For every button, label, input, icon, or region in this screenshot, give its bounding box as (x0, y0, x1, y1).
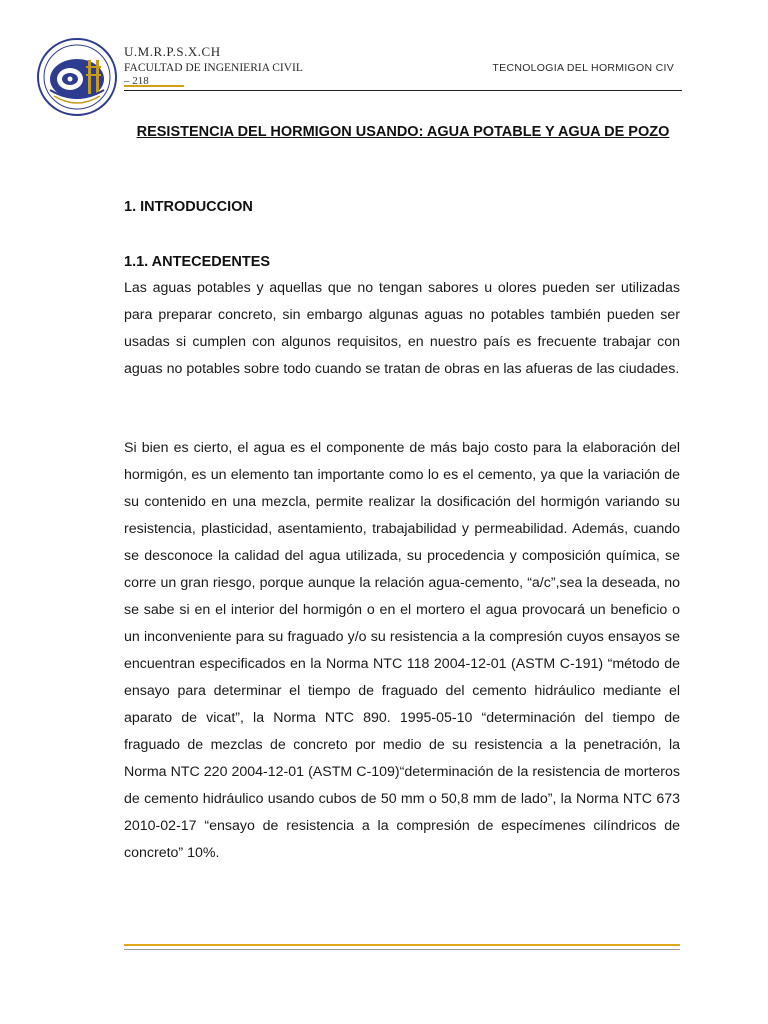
paragraph-1: Las aguas potables y aquellas que no tengan sabores u olores pueden ser utilizadas para preparar concreto, sin embargo algunas aguas no potables también pueden ser usadas si cumplen con algunos requisitos, en nuestro país es frecuente trabajar con aguas no potables sobre todo cuando se tratan de obras en las afueras de las ciudades. (124, 280, 680, 377)
university-logo-icon (36, 36, 118, 118)
footer-rule (124, 949, 680, 950)
faculty-name: FACULTAD DE INGENIERIA CIVIL (124, 62, 303, 74)
header-rule (124, 90, 682, 91)
document-title: RESISTENCIA DEL HORMIGON USANDO: AGUA POTABLE Y AGUA DE POZO (136, 124, 670, 140)
course-name: TECNOLOGIA DEL HORMIGON CIV (492, 62, 674, 74)
footer-gold-rule (124, 944, 680, 946)
university-abbr: U.M.R.P.S.X.CH (124, 44, 221, 59)
paragraph-2: Si bien es cierto, el agua es el componente de más bajo costo para la elaboración del hormigón, es un elemento tan importante como lo es el cemento, ya que la variación de su contenido en una mezcla, permite realizar la dosificación del hormigón variando su resistencia, plasticidad, asentamiento, trabajabilidad y permeabilidad. Además, cuando se desconoce la calidad del agua utilizada, su procedencia y composición química, se corre un gran riesgo, porque aunque la relación agua-cemento, “a/c”,sea la deseada, no se sabe si en el interior del hormigón o en el mortero el agua provocará un beneficio o un inconveniente para su fraguado y/o su resistencia a la compresión cuyos ensayos se encuentran especificados en la Norma NTC 118 2004-12-01 (ASTM C-191) “método de ensayo para determinar el tiempo de fraguado del cemento hidráulico mediante el aparato de vicat”, la Norma NTC 890. 1995-05-10 “determinación del tiempo de fraguado de mezclas de concreto por medio de su resistencia a la penetración, la Norma NTC 220 2004-12-01 (ASTM C-109)“determinación de la resistencia de morteros de cemento hidráulico usando cubos de 50 mm o 50,8 mm de lado”, la Norma NTC 673 2010-02-17 “ensayo de resistencia a la compresión de especímenes cilíndricos de concreto” 10%. (124, 440, 680, 861)
course-code: – 218 (124, 75, 149, 87)
header-gold-rule (124, 85, 184, 87)
section-heading: 1. INTRODUCCION (124, 199, 253, 215)
subsection-heading: 1.1. ANTECEDENTES (124, 254, 271, 270)
header-left (124, 44, 303, 87)
